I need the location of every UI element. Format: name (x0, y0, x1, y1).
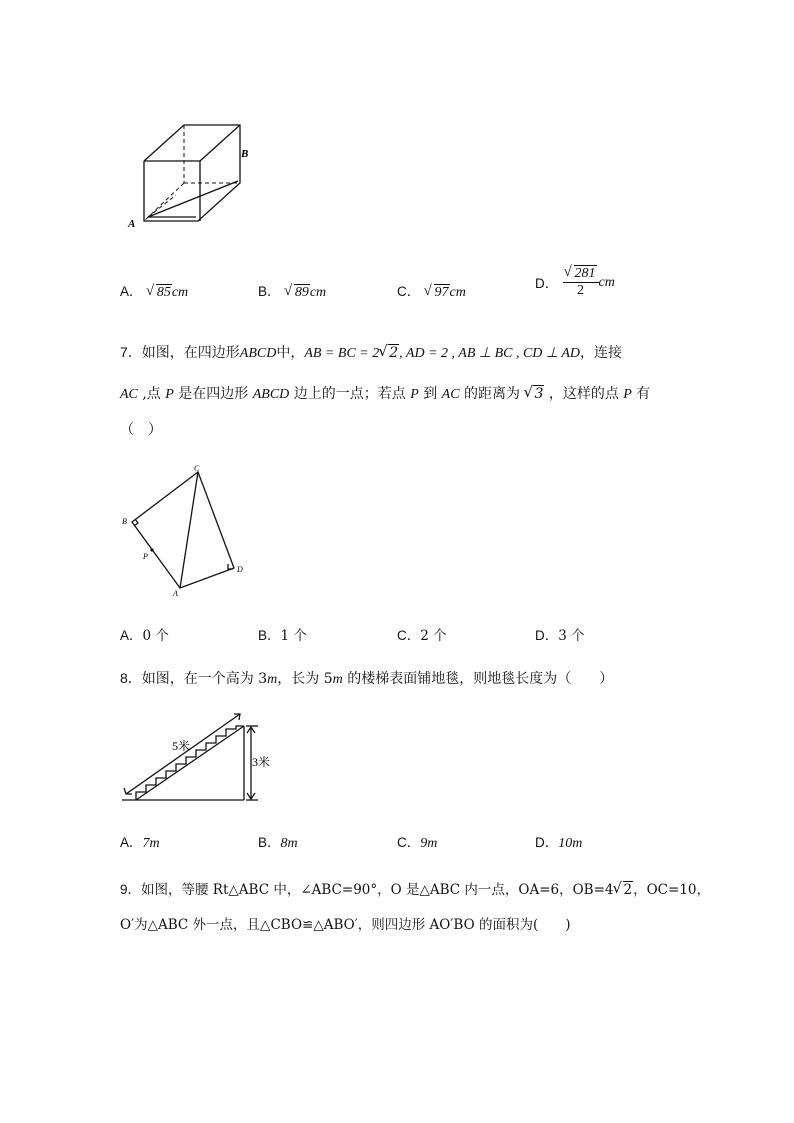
q6-option-d[interactable]: D． √ $\frac{281}{2}$ cm (535, 266, 615, 299)
q9-line1: 9．如图，等腰 Rt△ABC 中，∠ABC=90°，O 是△ABC 内一点，OA=6，OB=4√ 2，OC=10， (120, 880, 710, 900)
q7-option-b[interactable]: B．1 个 (258, 628, 307, 644)
q7-paren: （ ） (120, 422, 162, 438)
svg-text:5米: 5米 (172, 739, 191, 753)
q7-line2: AC ,点 P 是在四边形 ABCD 边上的一点；若点 P 到 AC 的距离为 √ 3 ，这样的点 P 有 (120, 384, 650, 405)
svg-text:P: P (143, 552, 148, 561)
q8-option-d[interactable]: D．10m (535, 835, 583, 851)
q7-option-d[interactable]: D．3 个 (535, 628, 585, 644)
q9-line2: O′为△ABC 外一点，且△CBO≌△ABO′，则四边形 AO′BO 的面积为( ) (120, 917, 571, 933)
q8-line: 8．如图，在一个高为 3m，长为 5m 的楼梯表面铺地毯，则地毯长度为（ ） (120, 670, 614, 687)
cuboid-label-a: A (128, 218, 136, 230)
svg-text:B: B (122, 517, 127, 526)
q7-option-a[interactable]: A．0 个 (120, 628, 169, 644)
svg-text:D: D (237, 565, 243, 574)
fraction: √ $\frac{281}{2}$ (563, 266, 599, 299)
svg-text:3米: 3米 (252, 755, 271, 769)
q7-line1: 7．如图，在四边形ABCD中，AB = BC = 2√ 2, AD = 2 , AB ⊥ BC , CD ⊥ AD，连接 (120, 342, 622, 364)
q7-option-c[interactable]: C．2 个 (397, 628, 447, 644)
q6-option-a[interactable]: A． √ 85cm (120, 280, 188, 301)
q8-option-b[interactable]: B．8m (258, 835, 298, 851)
svg-text:A: A (173, 589, 178, 597)
q6-option-c[interactable]: C． √ 97cm (397, 280, 466, 301)
quadrilateral-figure (118, 462, 253, 597)
staircase-figure (118, 708, 278, 808)
cuboid-figure (120, 115, 270, 235)
q8-option-a[interactable]: A．7m (120, 835, 160, 851)
svg-text:C: C (194, 464, 200, 473)
q6-option-b[interactable]: B． √ 89cm (258, 280, 326, 301)
cuboid-label-b: B (241, 148, 249, 160)
q8-option-c[interactable]: C．9m (397, 835, 438, 851)
